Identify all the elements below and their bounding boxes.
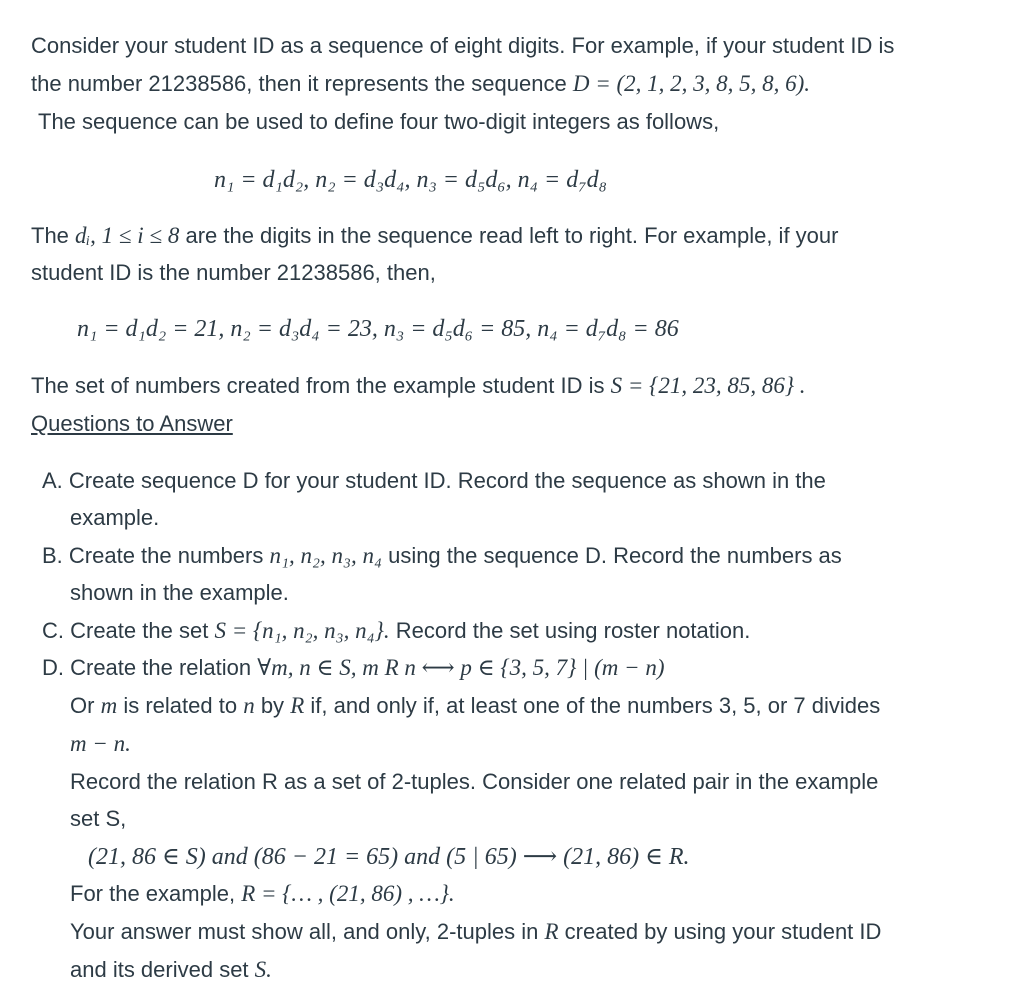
item-d-line-2 xyxy=(70,690,880,722)
item-d-line-3 xyxy=(70,728,131,760)
two-digit-definition-formula: n₁ = d₁d₂, n₂ = d₃d₄, n₃ = d₅d₆, n₄ = d₇d₈ xyxy=(214,167,607,193)
item-d-line-5 xyxy=(70,803,126,835)
item-d-or: Or xyxy=(70,693,95,718)
item-a-text-2: example. xyxy=(70,505,160,530)
item-d-set-s-text: set S, xyxy=(70,806,127,831)
sequence-d-formula: D = (2, 1, 2, 3, 8, 5, 8, 6). xyxy=(572,71,811,96)
questions-to-answer-link[interactable]: Questions to Answer xyxy=(31,411,233,436)
item-b-line-2 xyxy=(70,577,289,609)
related-pair-example-formula: (21, 86 ∈ S) and (86 − 21 = 65) and (5 | 65) ⟶ (21, 86) ∈ R. xyxy=(88,844,690,870)
item-a-line-1 xyxy=(42,465,826,497)
intro-line-2 xyxy=(31,68,810,100)
set-line xyxy=(31,370,806,402)
digits-line-2 xyxy=(31,257,436,289)
item-a-line-2 xyxy=(70,502,159,534)
item-d-related-to: is related to xyxy=(123,693,238,718)
item-a-text: A. Create sequence D for your student ID. Record the sequence as shown in the xyxy=(42,468,826,493)
var-m: m xyxy=(100,693,118,718)
intro-line-3-text: The sequence can be used to define four two-digit integers as follows, xyxy=(38,109,720,134)
item-d-by: by xyxy=(260,693,285,718)
item-d-line-8 xyxy=(70,916,881,948)
numbers-list-formula: n₁, n₂, n₃, n₄ xyxy=(269,543,382,568)
item-d-line-9 xyxy=(70,954,272,986)
var-r: R xyxy=(290,693,305,718)
item-d-record-text: Record the relation R as a set of 2-tuples. Consider one related pair in the example xyxy=(70,769,879,794)
digit-range-formula: dᵢ, 1 ≤ i ≤ 8 xyxy=(75,223,180,248)
item-d-answer-text-a: Your answer must show all, and only, 2-tuples in xyxy=(70,919,539,944)
item-c-line-1 xyxy=(42,615,750,647)
relation-definition-formula: ∀m, n ∈ S, m R n ⟷ p ∈ {3, 5, 7} | (m − n) xyxy=(257,655,665,680)
item-b-text-b: using the sequence D. Record the numbers as xyxy=(388,543,842,568)
set-s-formula: S = {n₁, n₂, n₃, n₄}. xyxy=(214,618,390,643)
item-d-line-7 xyxy=(70,878,455,910)
digits-line-1-b: are the digits in the sequence read left to right. For example, if your xyxy=(185,223,839,248)
m-minus-n-formula: m − n. xyxy=(70,731,131,756)
intro-line-3 xyxy=(38,106,719,138)
item-d-line-4 xyxy=(70,766,878,798)
var-s-answer: S. xyxy=(254,957,272,982)
item-d-text-a: D. Create the relation xyxy=(42,655,252,680)
example-set-formula: S = {21, 23, 85, 86} . xyxy=(610,373,806,398)
item-b-text-a: B. Create the numbers xyxy=(42,543,264,568)
item-c-text-a: C. Create the set xyxy=(42,618,209,643)
item-d-condition: if, and only if, at least one of the numbers 3, 5, or 7 divides xyxy=(310,693,881,718)
item-d-answer-text-b: created by using your student ID xyxy=(564,919,882,944)
example-relation-formula: R = {… , (21, 86) , …}. xyxy=(241,881,455,906)
digits-line-2-text: student ID is the number 21238586, then, xyxy=(31,260,436,285)
var-n: n xyxy=(243,693,255,718)
set-line-text: The set of numbers created from the example student ID is xyxy=(31,373,605,398)
item-d-for-example: For the example, xyxy=(70,881,236,906)
intro-line-2-text: the number 21238586, then it represents the sequence xyxy=(31,71,567,96)
example-numbers-formula: n₁ = d₁d₂ = 21, n₂ = d₃d₄ = 23, n₃ = d₅d₆ = 85, n₄ = d₇d₈ = 86 xyxy=(77,316,679,342)
digits-line-1-a: The xyxy=(31,223,69,248)
item-d-derived-set-text: and its derived set xyxy=(70,957,249,982)
item-b-line-1 xyxy=(42,540,842,572)
intro-line-1 xyxy=(31,30,894,62)
item-d-line-1 xyxy=(42,652,665,684)
item-b-text-2: shown in the example. xyxy=(70,580,289,605)
item-c-text-b: Record the set using roster notation. xyxy=(395,618,751,643)
digits-line-1 xyxy=(31,220,838,252)
intro-line-1-text: Consider your student ID as a sequence of eight digits. For example, if your student ID is xyxy=(31,33,895,58)
var-r-answer: R xyxy=(544,919,559,944)
